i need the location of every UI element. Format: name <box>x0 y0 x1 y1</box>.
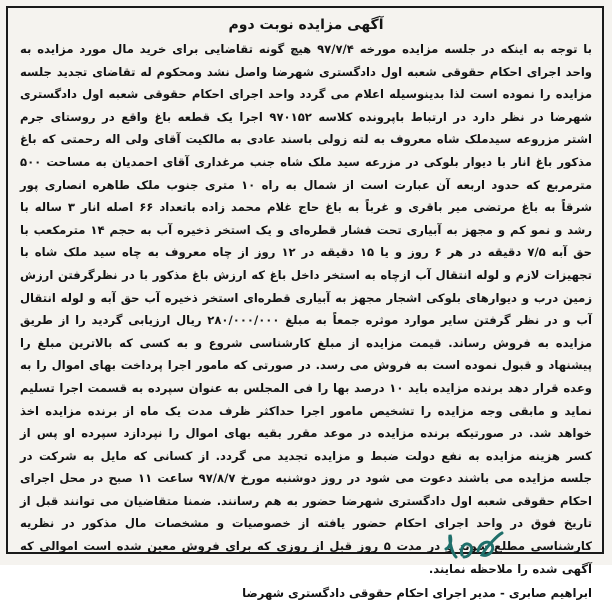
handwritten-note <box>440 527 510 563</box>
notice-frame <box>6 6 604 601</box>
notice-signature: ابراهیم صابری - مدیر اجرای احکام حقوقی دادگستری شهرضا <box>242 586 592 601</box>
notice-body: با توجه به اینکه در جلسه مزایده مورخه ۹۷/۷/۴ هیچ گونه تقاضایی برای خرید مال مورد مزایده به واحد اجرای احکام حقوقی شعبه اول دادگستری شهرضا واصل نشد ومحکوم له تقاضای تجدید جلسه مزایده را نموده است لذا بدینوسیله اعلام می گردد واحد اجرای احکام حقوقی شعبه اول دادگستری شهرضا در نظر دارد در ارتباط باپرونده کلاسه ۹۷۰۱۵۲ اجرا یک قطعه باغ واقع در روستای جرم اشتر مزروعه سیدملک شاه معروف به لته زولی باسند عادی به مالکیت آقای ولی اله رحمتی که باغ مذکور باغ انار با دیوار بلوکی در مزرعه سید ملک شاه جنب مرغداری آقای احمدیان به مساحت ۵۰۰ مترمربع که حدود اربعه آن عبارت است از شمال به راه ۱۰ متری جنوب ملک طاهره انصاری پور شرقاً به باغ مرتضی میر باقری و غرباً به باغ حاج غلام محمد زاده باتعداد ۶۶ اصله انار ۳ ساله با رشد و نمو کم و مجهز به آبیاری تحت فشار قطره‌ای و یک استخر ذخیره آب به حجم ۱۴ مترمکعب با حق آبه ۷/۵ دقیقه در هر ۶ روز و یا ۱۵ دقیقه در ۱۲ روز از چاه معروف به چاه سید ملک شاه با تجهیزات لازم و لوله انتقال آب ازچاه به استخر داخل باغ که ارزش باغ مذکور با در نظرگرفتن ارزش زمین درب و دیوارهای بلوکی اشجار مجهز به آبیاری قطره‌ای استخر ذخیره آب حق آبه و لوله انتقال آب و در نظر گرفتن سایر موارد موثره جمعاً به مبلغ ۲۸۰/۰۰۰/۰۰۰ ریال ارزیابی گردید را از طریق مزایده به فروش رساند. قیمت مزایده از مبلغ کارشناسی شروع و به کسی که بالاترین مبلغ را پیشنهاد و قبول نموده است به فروش می رسد. در صورتی که مامور اجرا پرداخت بهای اموال را به وعده قرار دهد برنده مزایده باید ۱۰ درصد بها را فی المجلس به عنوان سپرده به قسمت اجرا تسلیم نماید و مابقی وجه مزایده را تشخیص مامور اجرا حداکثر ظرف مدت یک ماه از برنده مزایده اخذ خواهد شد. در صورتیکه برنده مزایده در موعد مقرر بقیه بهای اموال را نپردازد سپرده او پس از کسر هزینه مزایده به نفع دولت ضبط و مزایده تجدید می گردد. از کسانی که مایل به شرکت در جلسه مزایده می باشند دعوت می شود در روز دوشنبه مورخ ۹۷/۸/۷ ساعت ۱۱ صبح در محل اجرای احکام حقوقی شعبه اول دادگستری شهرضا حضور به هم رسانند. ضمنا متقاضیان می توانند قبل از تاریخ فوق در واحد اجرای احکام حضور یافته از خصوصیات و مشخصات مال مذکور در نظریه کارشناسی مطلع شوند و در مدت ۵ روز قبل از روزی که برای فروش معین شده است اموالی که آگهی شده را ملاحظه نمایند. <box>20 42 593 576</box>
notice-title: آگهی مزایده نوبت دوم <box>228 17 384 33</box>
